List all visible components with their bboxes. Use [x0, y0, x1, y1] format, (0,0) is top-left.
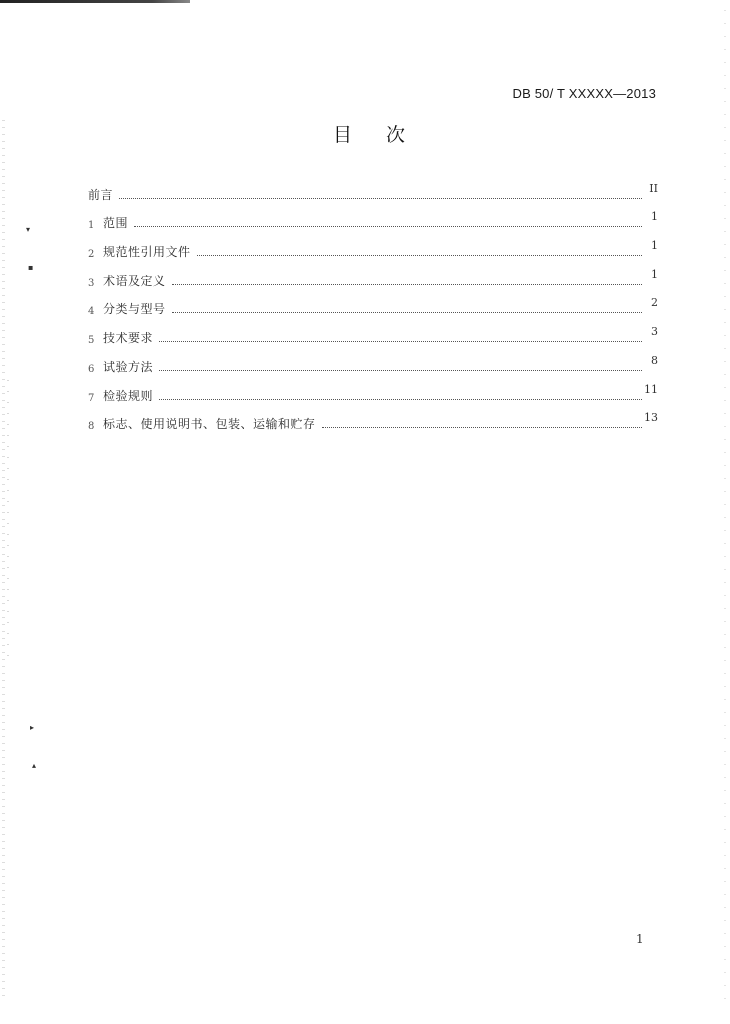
- toc-entry-label: 技术要求: [103, 331, 154, 346]
- page-number: 1: [636, 932, 644, 946]
- dot-leader: [159, 399, 642, 400]
- toc-entry-label: 范围: [103, 216, 129, 231]
- toc-entry[interactable]: [88, 203, 658, 232]
- toc-entry-label: 试验方法: [103, 359, 154, 374]
- page-title-part: 次: [386, 124, 406, 146]
- dot-leader: [172, 284, 642, 285]
- toc-entry-number: 3: [88, 277, 95, 289]
- page-title-part: 目: [332, 124, 352, 146]
- scan-speck: ▸: [30, 723, 35, 732]
- toc-entry-label: 检验规则: [103, 388, 154, 403]
- scan-noise-left: [2, 120, 5, 1000]
- page-title: [0, 120, 730, 147]
- toc-entry[interactable]: [88, 317, 658, 346]
- toc-entry[interactable]: [88, 375, 658, 404]
- document-code: DB 50/ T XXXXX—2013: [512, 86, 656, 101]
- toc-entry-page: 8: [651, 353, 658, 367]
- dot-leader: [322, 427, 642, 428]
- toc-entry-number: 1: [88, 220, 95, 232]
- toc-entry[interactable]: [88, 231, 658, 260]
- toc-entry-number: 2: [88, 249, 95, 261]
- scan-edge-mark: [0, 0, 190, 3]
- toc-entry[interactable]: [88, 260, 658, 289]
- scan-speck: ▴: [32, 761, 37, 770]
- toc-entry[interactable]: [88, 289, 658, 318]
- toc-entry-label: 术语及定义: [103, 273, 166, 288]
- scan-noise-left-inner: [7, 380, 9, 660]
- dot-leader: [172, 312, 642, 313]
- table-of-contents: [88, 174, 658, 432]
- dot-leader: [159, 370, 642, 371]
- toc-entry-label: 标志、使用说明书、包装、运输和贮存: [103, 417, 316, 432]
- dot-leader: [197, 255, 642, 256]
- toc-entry-page: 2: [651, 296, 658, 310]
- toc-entry-number: 8: [88, 421, 95, 433]
- toc-entry-number: 6: [88, 363, 95, 375]
- toc-entry-page: 1: [651, 239, 658, 253]
- scan-speck: ▾: [26, 225, 31, 234]
- toc-entry-label: 分类与型号: [103, 302, 166, 317]
- scan-speck: ▪: [28, 263, 34, 272]
- toc-entry-label: 前言: [88, 187, 114, 202]
- toc-entry[interactable]: [88, 346, 658, 375]
- toc-entry-page: II: [649, 181, 658, 195]
- toc-entry-page: 3: [651, 325, 658, 339]
- toc-entry-number: 4: [88, 306, 95, 318]
- toc-entry[interactable]: [88, 174, 658, 203]
- toc-entry-number: 5: [88, 335, 95, 347]
- toc-entry-label: 规范性引用文件: [103, 245, 191, 260]
- toc-entry-page: 1: [651, 267, 658, 281]
- toc-entry-page: 13: [644, 411, 658, 425]
- dot-leader: [159, 341, 642, 342]
- toc-entry-number: 7: [88, 392, 95, 404]
- dot-leader: [119, 198, 642, 199]
- toc-entry-page: 1: [651, 210, 658, 224]
- dot-leader: [134, 226, 642, 227]
- toc-entry-page: 11: [644, 382, 658, 396]
- toc-entry[interactable]: [88, 404, 658, 433]
- scan-noise-right: [724, 10, 726, 1010]
